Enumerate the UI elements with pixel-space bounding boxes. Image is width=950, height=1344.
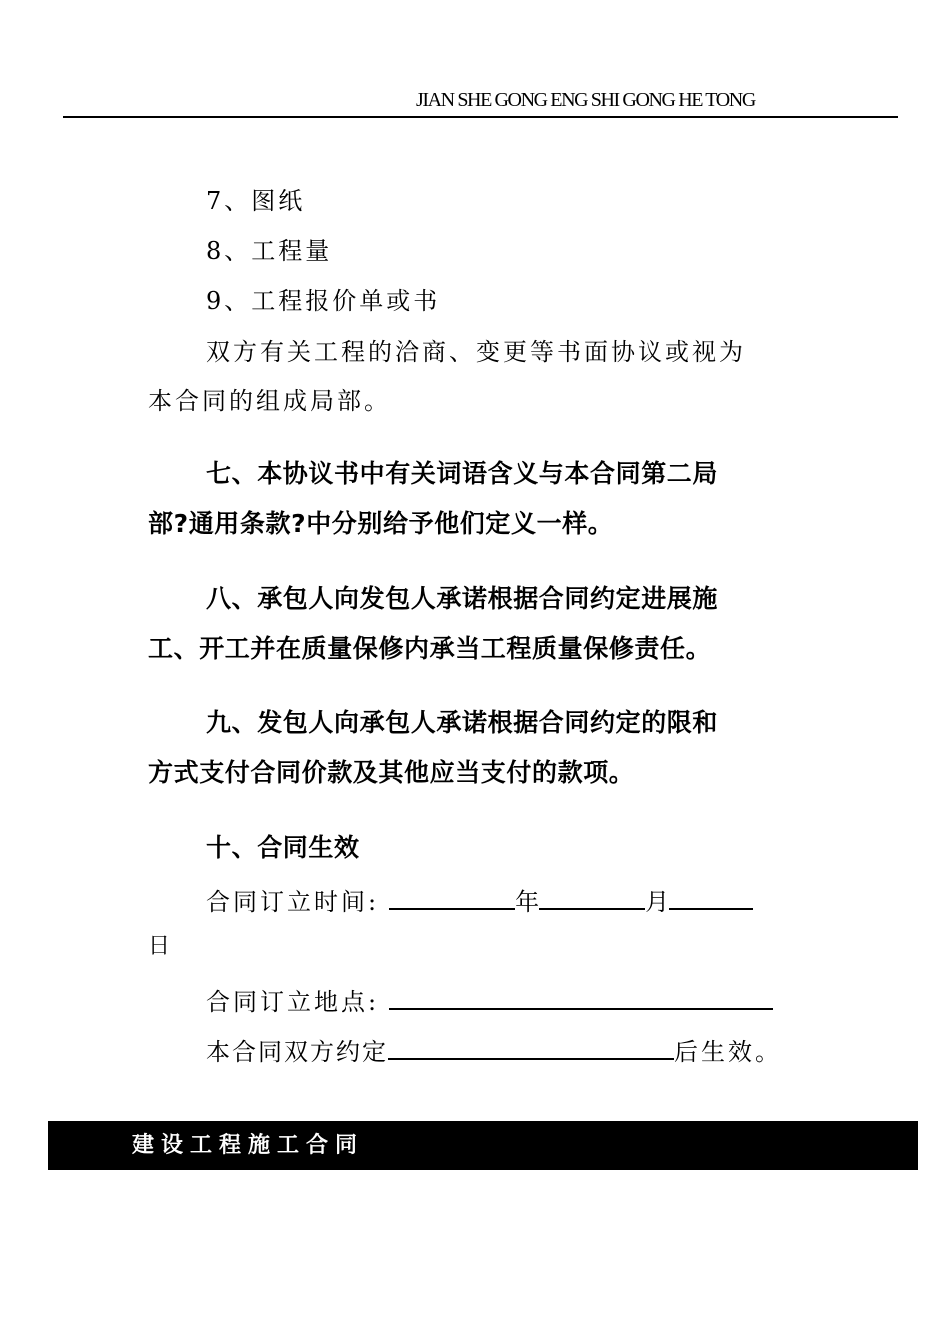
month-blank bbox=[539, 882, 645, 910]
effective-suffix: 后生效。 bbox=[674, 1038, 782, 1066]
list-item-quotation: 9、工程报价单或书 bbox=[206, 287, 441, 315]
clause-10-title: 十、合同生效 bbox=[206, 833, 360, 862]
sign-time-row bbox=[206, 882, 753, 918]
year-label: 年 bbox=[515, 888, 540, 916]
clause-7-line1: 七、本协议书中有关词语含义与本合同第二局 bbox=[206, 459, 719, 488]
footer-bar bbox=[48, 1121, 918, 1170]
header-rule bbox=[63, 116, 898, 118]
list-item-drawings: 7、图纸 bbox=[206, 187, 306, 215]
sign-place-row bbox=[206, 982, 773, 1018]
day-label: 日 bbox=[148, 934, 174, 959]
running-header: JIAN SHE GONG ENG SHI GONG HE TONG bbox=[416, 89, 755, 111]
month-label: 月 bbox=[645, 888, 670, 916]
footer-title: 建设工程施工合同 bbox=[132, 1133, 365, 1158]
effective-blank bbox=[388, 1032, 674, 1060]
clause-8-line1: 八、承包人向发包人承诺根据合同约定进展施 bbox=[206, 584, 719, 613]
agreement-paragraph-line2: 本合同的组成局部。 bbox=[148, 387, 391, 415]
clause-8-line2: 工、开工并在质量保修内承当工程质量保修责任。 bbox=[148, 634, 712, 663]
agreement-paragraph-line1: 双方有关工程的洽商、变更等书面协议或视为 bbox=[206, 338, 746, 366]
list-item-quantities: 8、工程量 bbox=[206, 237, 333, 265]
effective-row bbox=[206, 1032, 782, 1068]
effective-prefix: 本合同双方约定 bbox=[206, 1038, 388, 1066]
day-blank bbox=[669, 882, 753, 910]
sign-place-label: 合同订立地点: bbox=[206, 988, 380, 1016]
clause-9-line2: 方式支付合同价款及其他应当支付的款项。 bbox=[148, 758, 635, 787]
year-blank bbox=[389, 882, 515, 910]
sign-place-blank bbox=[389, 982, 773, 1010]
sign-time-label: 合同订立时间: bbox=[206, 888, 380, 916]
clause-7-line2: 部?通用条款?中分别给予他们定义一样。 bbox=[148, 509, 614, 538]
clause-9-line1: 九、发包人向承包人承诺根据合同约定的限和 bbox=[206, 708, 719, 737]
